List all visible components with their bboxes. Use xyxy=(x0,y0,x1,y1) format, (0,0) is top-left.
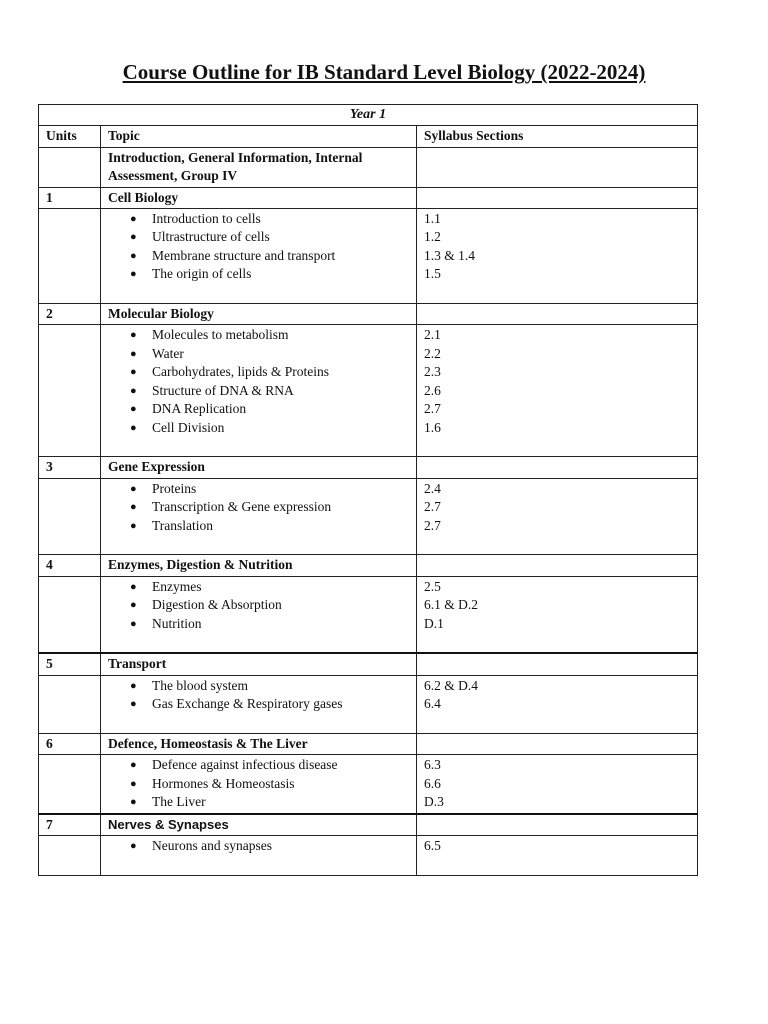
topic-label: Translation xyxy=(152,517,214,533)
unit-sections-blank xyxy=(417,555,698,576)
topic-label: Defence against infectious disease xyxy=(152,757,338,773)
unit-topics-cell xyxy=(101,325,417,457)
section-list xyxy=(424,326,690,436)
section-code: 2.4 xyxy=(424,480,441,496)
topic-label: DNA Replication xyxy=(152,401,247,417)
bullet-icon: ● xyxy=(130,384,137,397)
unit-topics-cell xyxy=(101,478,417,555)
bullet-icon: ● xyxy=(130,249,137,262)
list-item xyxy=(130,695,409,713)
list-item xyxy=(130,756,409,774)
section-code: 6.3 xyxy=(424,757,441,773)
topic-list xyxy=(108,756,409,811)
unit-number: 5 xyxy=(39,653,101,675)
topic-label: Introduction to cells xyxy=(152,211,261,227)
topic-label: Cell Division xyxy=(152,419,225,435)
list-item xyxy=(130,498,409,516)
unit-topics-row xyxy=(39,209,698,304)
bullet-icon: ● xyxy=(130,366,137,379)
section-code: 2.5 xyxy=(424,578,441,594)
topic-label: Molecules to metabolism xyxy=(152,327,289,343)
units-header: Units xyxy=(39,126,101,147)
unit-header-row xyxy=(39,304,698,325)
unit-sections-blank xyxy=(417,187,698,208)
list-item xyxy=(130,265,409,283)
section-code: 1.3 & 1.4 xyxy=(424,247,476,263)
spacer xyxy=(130,535,409,553)
bullet-icon: ● xyxy=(130,580,137,593)
topic-header: Topic xyxy=(101,126,417,147)
topic-label: The origin of cells xyxy=(152,266,252,282)
section-code: 6.5 xyxy=(424,838,441,854)
unit-number-blank xyxy=(39,836,101,876)
section-code: 2.7 xyxy=(424,401,441,417)
spacer xyxy=(130,633,409,651)
spacer xyxy=(130,437,409,455)
section-code: 1.5 xyxy=(424,266,441,282)
bullet-icon: ● xyxy=(130,403,137,416)
list-item xyxy=(130,677,409,695)
section-list xyxy=(424,578,690,633)
bullet-icon: ● xyxy=(130,796,137,809)
intro-topic: Introduction, General Information, Internal Assessment, Group IV xyxy=(101,147,417,187)
unit-sections-cell xyxy=(417,755,698,814)
bullet-icon: ● xyxy=(130,698,137,711)
unit-title: Molecular Biology xyxy=(101,304,417,325)
unit-topics-cell xyxy=(101,675,417,733)
list-item xyxy=(130,596,409,614)
unit-number-blank xyxy=(39,576,101,653)
bullet-icon: ● xyxy=(130,421,137,434)
list-item xyxy=(130,247,409,265)
topic-label: Carbohydrates, lipids & Proteins xyxy=(152,364,329,380)
topic-list xyxy=(108,837,409,874)
section-code: 2.2 xyxy=(424,345,441,361)
list-item xyxy=(130,382,409,400)
unit-sections-blank xyxy=(417,457,698,478)
list-item xyxy=(130,615,409,633)
list-item xyxy=(130,517,409,535)
year-label: Year 1 xyxy=(39,105,698,126)
unit-header-row xyxy=(39,814,698,836)
intro-row xyxy=(39,147,698,187)
topic-label: Transcription & Gene expression xyxy=(152,499,332,515)
bullet-icon: ● xyxy=(130,599,137,612)
list-item xyxy=(130,419,409,437)
unit-title: Cell Biology xyxy=(101,187,417,208)
year-row xyxy=(39,105,698,126)
topic-label: Nutrition xyxy=(152,615,202,631)
section-list xyxy=(424,480,690,535)
header-row xyxy=(39,126,698,147)
unit-title: Transport xyxy=(101,653,417,675)
unit-number: 2 xyxy=(39,304,101,325)
page-title: Course Outline for IB Standard Level Biology (2022-2024) xyxy=(122,60,646,84)
bullet-icon: ● xyxy=(130,213,137,226)
bullet-icon: ● xyxy=(130,347,137,360)
list-item xyxy=(130,345,409,363)
list-item xyxy=(130,363,409,381)
topic-label: Membrane structure and transport xyxy=(152,247,336,263)
topic-list xyxy=(108,677,409,732)
bullet-icon: ● xyxy=(130,329,137,342)
unit-topics-row xyxy=(39,478,698,555)
topic-label: Digestion & Absorption xyxy=(152,597,282,613)
unit-topics-cell xyxy=(101,836,417,876)
unit-number-blank xyxy=(39,755,101,814)
topic-label: The Liver xyxy=(152,794,206,810)
unit-sections-blank xyxy=(417,653,698,675)
unit-sections-cell xyxy=(417,836,698,876)
sections-header: Syllabus Sections xyxy=(417,126,698,147)
unit-sections-cell xyxy=(417,675,698,733)
topic-label: Proteins xyxy=(152,480,197,496)
bullet-icon: ● xyxy=(130,501,137,514)
topic-list xyxy=(108,210,409,302)
bullet-icon: ● xyxy=(130,777,137,790)
unit-number: 6 xyxy=(39,734,101,755)
unit-number: 4 xyxy=(39,555,101,576)
bullet-icon: ● xyxy=(130,482,137,495)
unit-sections-cell xyxy=(417,325,698,457)
section-list xyxy=(424,837,690,855)
unit-topics-row xyxy=(39,675,698,733)
topic-label: Enzymes xyxy=(152,578,202,594)
unit-header-row xyxy=(39,653,698,675)
section-code: 1.6 xyxy=(424,419,441,435)
unit-number-blank xyxy=(39,478,101,555)
section-code: 1.2 xyxy=(424,229,441,245)
list-item xyxy=(130,400,409,418)
unit-sections-cell xyxy=(417,209,698,304)
topic-label: Gas Exchange & Respiratory gases xyxy=(152,696,343,712)
list-item xyxy=(130,228,409,246)
unit-sections-blank xyxy=(417,304,698,325)
unit-number-blank xyxy=(39,675,101,733)
bullet-icon: ● xyxy=(130,840,137,853)
unit-number-blank xyxy=(39,325,101,457)
section-code: 2.7 xyxy=(424,517,441,533)
topic-label: Water xyxy=(152,345,184,361)
unit-topics-cell xyxy=(101,576,417,653)
list-item xyxy=(130,326,409,344)
unit-header-row xyxy=(39,734,698,755)
list-item xyxy=(130,210,409,228)
list-item xyxy=(130,793,409,811)
section-list xyxy=(424,756,690,811)
topic-label: Neurons and synapses xyxy=(152,838,272,854)
unit-sections-blank xyxy=(417,734,698,755)
section-code: D.1 xyxy=(424,615,444,631)
spacer xyxy=(130,284,409,302)
section-code: 1.1 xyxy=(424,211,441,227)
unit-topics-cell xyxy=(101,755,417,814)
topic-list xyxy=(108,578,409,652)
unit-header-row xyxy=(39,457,698,478)
unit-title: Nerves & Synapses xyxy=(101,814,417,836)
list-item xyxy=(130,578,409,596)
intro-sections-cell xyxy=(417,147,698,187)
section-code: 2.3 xyxy=(424,364,441,380)
unit-header-row xyxy=(39,187,698,208)
list-item xyxy=(130,837,409,855)
topic-list xyxy=(108,480,409,554)
unit-sections-cell xyxy=(417,478,698,555)
topic-label: The blood system xyxy=(152,677,248,693)
unit-topics-row xyxy=(39,325,698,457)
section-code: 2.1 xyxy=(424,327,441,343)
course-outline-table xyxy=(38,104,698,876)
unit-title: Enzymes, Digestion & Nutrition xyxy=(101,555,417,576)
unit-title: Defence, Homeostasis & The Liver xyxy=(101,734,417,755)
topic-label: Structure of DNA & RNA xyxy=(152,382,294,398)
section-code: D.3 xyxy=(424,794,444,810)
bullet-icon: ● xyxy=(130,268,137,281)
section-code: 2.6 xyxy=(424,382,441,398)
section-list xyxy=(424,210,690,284)
bullet-icon: ● xyxy=(130,519,137,532)
topic-label: Ultrastructure of cells xyxy=(152,229,270,245)
section-code: 2.7 xyxy=(424,499,441,515)
section-code: 6.4 xyxy=(424,696,441,712)
spacer xyxy=(130,855,409,873)
unit-number: 1 xyxy=(39,187,101,208)
bullet-icon: ● xyxy=(130,679,137,692)
bullet-icon: ● xyxy=(130,759,137,772)
unit-topics-row xyxy=(39,576,698,653)
intro-unit-cell xyxy=(39,147,101,187)
section-code: 6.1 & D.2 xyxy=(424,597,478,613)
unit-sections-cell xyxy=(417,576,698,653)
unit-title: Gene Expression xyxy=(101,457,417,478)
topic-label: Hormones & Homeostasis xyxy=(152,775,295,791)
unit-header-row xyxy=(39,555,698,576)
list-item xyxy=(130,775,409,793)
spacer xyxy=(130,714,409,732)
bullet-icon: ● xyxy=(130,231,137,244)
unit-number: 7 xyxy=(39,814,101,836)
topic-list xyxy=(108,326,409,455)
unit-topics-row xyxy=(39,836,698,876)
bullet-icon: ● xyxy=(130,617,137,630)
section-code: 6.6 xyxy=(424,775,441,791)
unit-number-blank xyxy=(39,209,101,304)
section-code: 6.2 & D.4 xyxy=(424,677,478,693)
list-item xyxy=(130,480,409,498)
unit-topics-cell xyxy=(101,209,417,304)
section-list xyxy=(424,677,690,714)
unit-sections-blank xyxy=(417,814,698,836)
unit-topics-row xyxy=(39,755,698,814)
unit-number: 3 xyxy=(39,457,101,478)
